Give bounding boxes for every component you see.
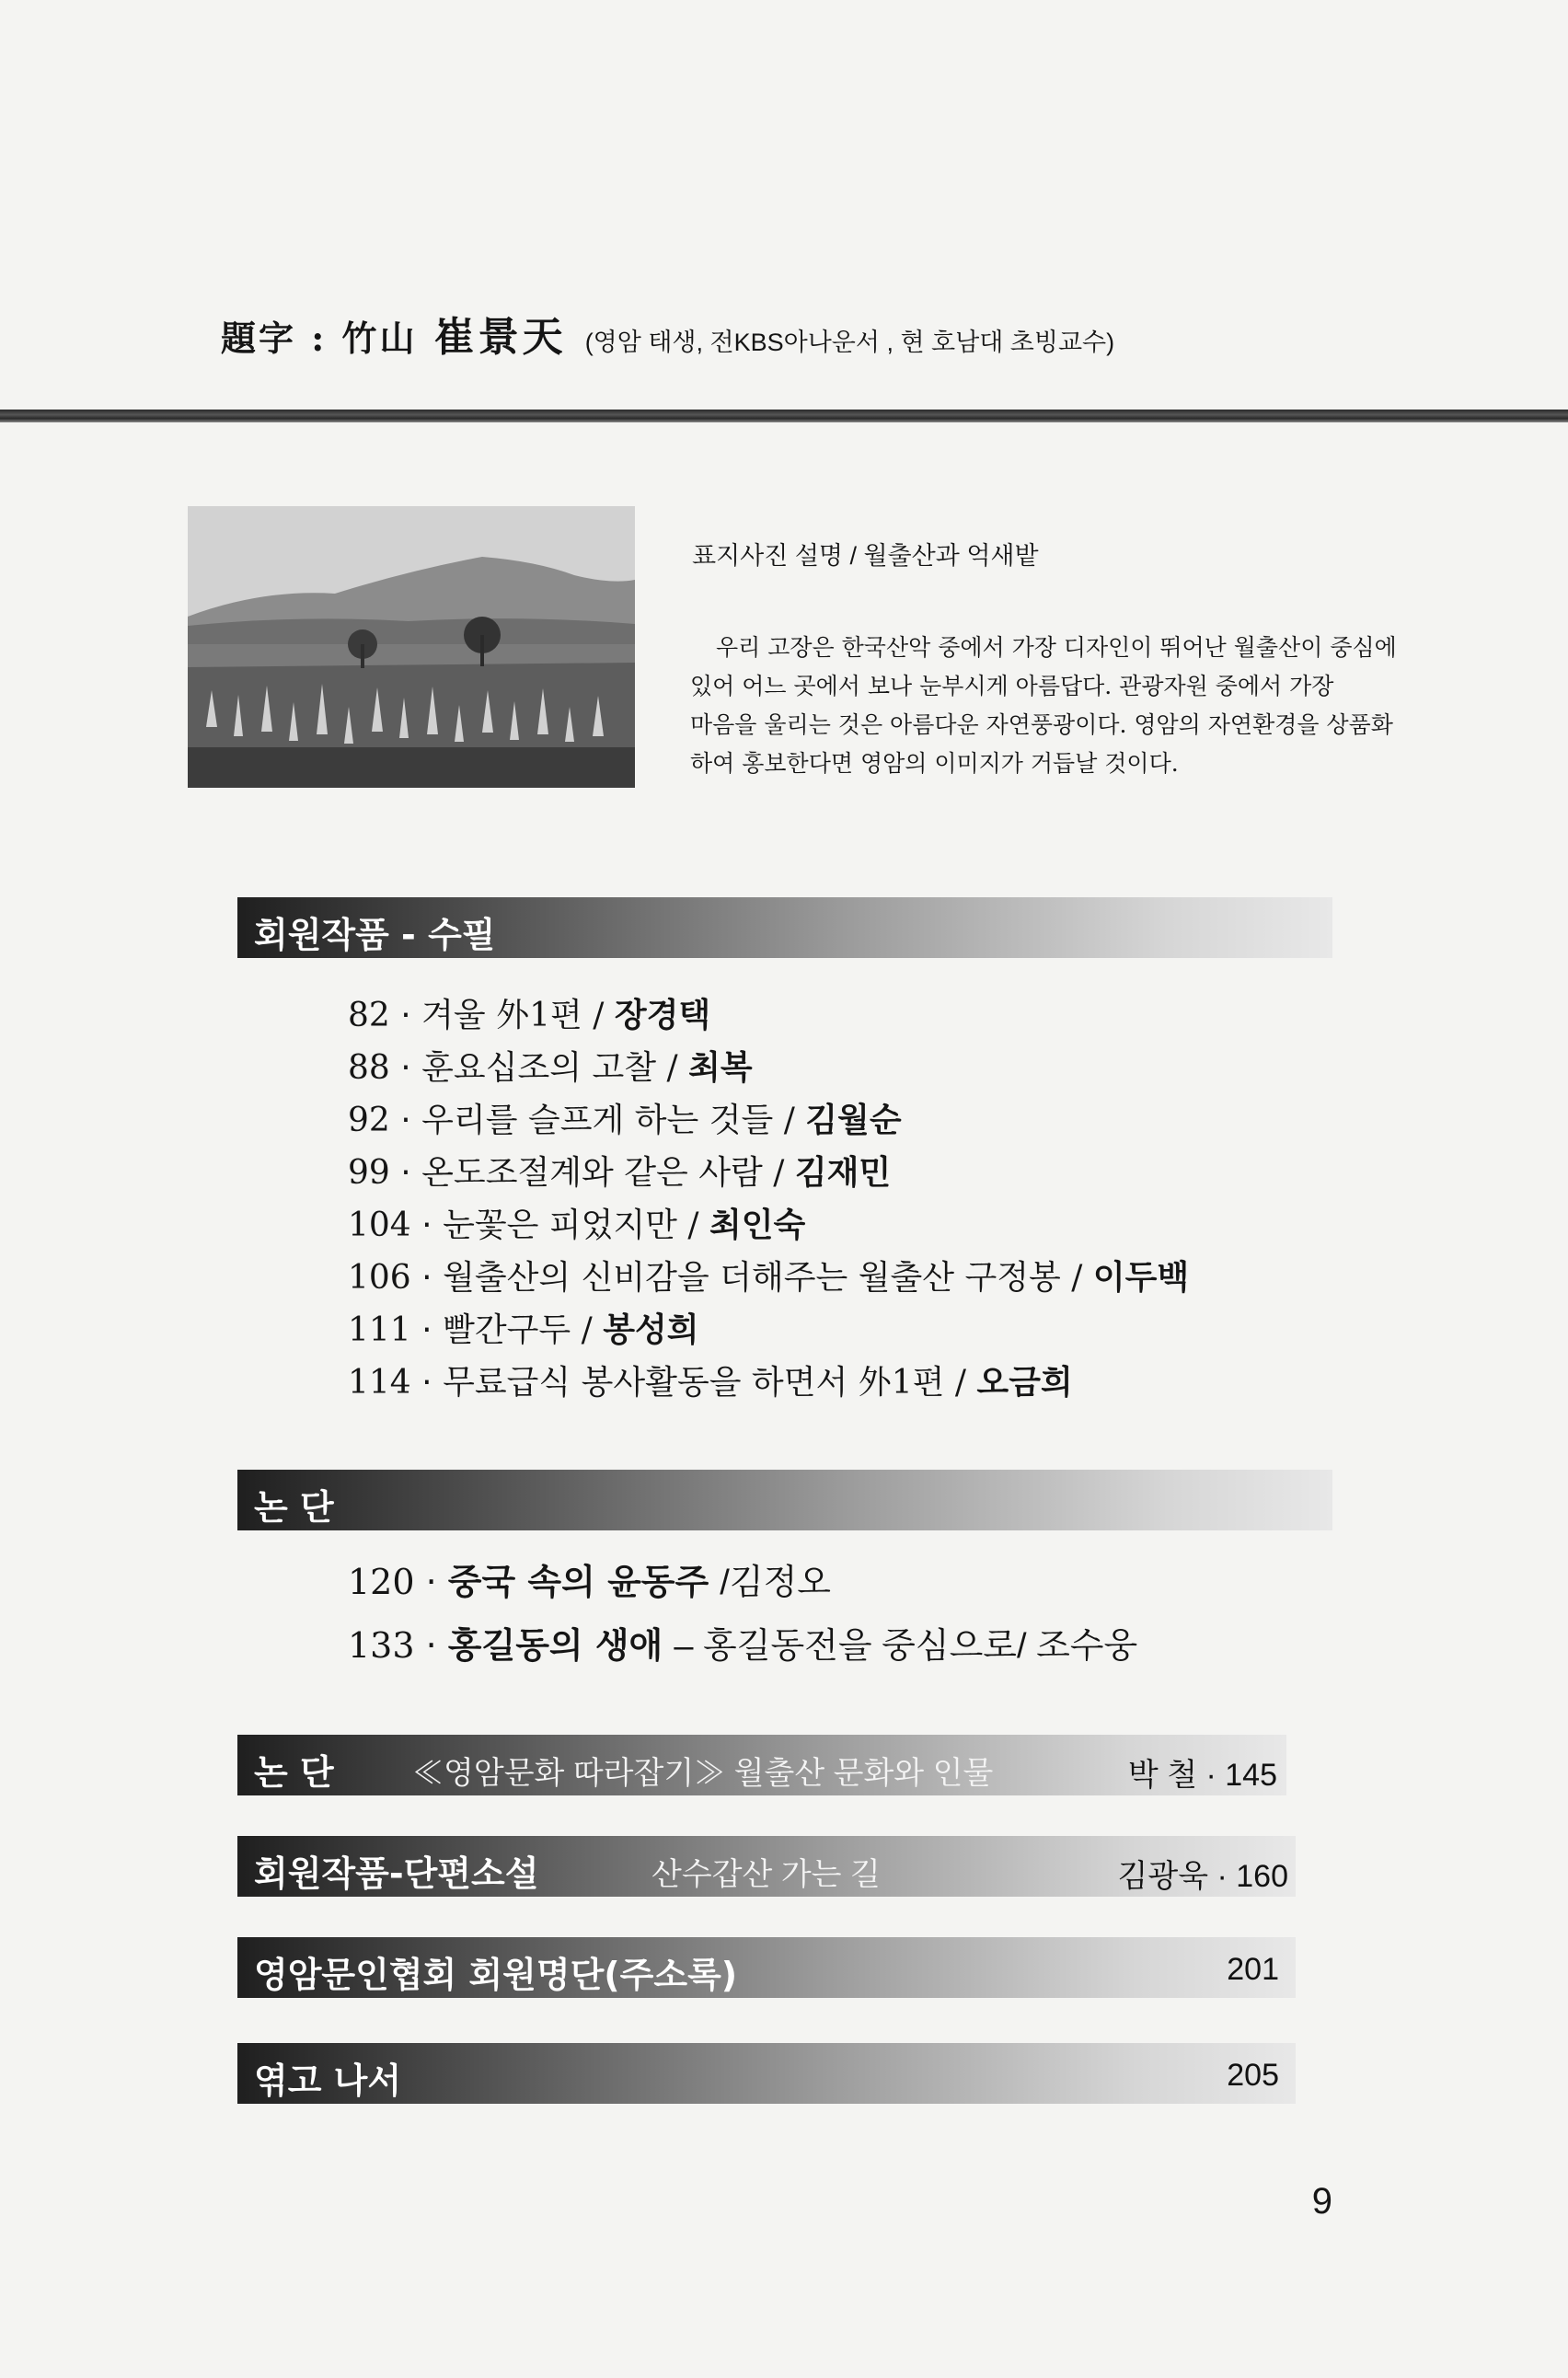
toc-title: 겨울 外1편 / — [421, 997, 605, 1034]
calligrapher-name: 崔景天 — [433, 314, 567, 361]
toc-author: 장경택 — [614, 997, 711, 1034]
cover-caption-title: 표지사진 설명 / 월출산과 억새밭 — [692, 542, 1039, 570]
section-bar-essays — [237, 897, 1332, 958]
title-calligraphy-credit — [221, 304, 1114, 363]
calligrapher-note: (영암 태생, 전KBS아나운서 , 현 호남대 초빙교수) — [584, 329, 1115, 356]
toc-page: 120 — [348, 1562, 415, 1602]
toc-title: 빨간구두 / — [443, 1311, 593, 1349]
bar-title: 산수갑산 가는 길 — [651, 1857, 881, 1892]
toc-author: 오금희 — [976, 1364, 1073, 1402]
toc-page: 88 — [348, 1049, 390, 1087]
toc-page: 99 — [348, 1154, 390, 1192]
bar-page: 201 — [1227, 1952, 1279, 1987]
bar-page: 박 철 · 145 — [1127, 1758, 1277, 1793]
toc-title: 눈꽃은 피었지만 / — [443, 1206, 699, 1244]
toc-item[interactable]: 82 · 겨울 外1편 / 장경택 — [348, 997, 711, 1034]
toc-item[interactable]: 114 · 무료급식 봉사활동을 하면서 外1편 / 오금희 — [348, 1364, 1073, 1402]
toc-author: 최복 — [688, 1049, 753, 1087]
toc-title: 우리를 슬프게 하는 것들 / — [421, 1102, 795, 1139]
toc-page: 133 — [348, 1625, 415, 1666]
cover-caption-line-2: 있어 어느 곳에서 보나 눈부시게 아름답다. 관광자원 중에서 가장 — [690, 673, 1334, 699]
toc-author: 김재민 — [794, 1154, 892, 1192]
toc-author: 봉성희 — [603, 1311, 699, 1349]
toc-item[interactable]: 88 · 훈요십조의 고찰 / 최복 — [348, 1049, 753, 1087]
toc-bar-short-story[interactable] — [237, 1836, 1296, 1897]
header-divider — [0, 410, 1568, 422]
toc-author: 최인숙 — [709, 1206, 806, 1244]
toc-title: 월출산의 신비감을 더해주는 월출산 구정봉 / — [443, 1259, 1083, 1297]
cover-caption-line-3: 마음을 울리는 것은 아름다운 자연풍광이다. 영암의 자연환경을 상품화 — [690, 711, 1393, 738]
cover-photo — [188, 506, 635, 788]
toc-page: 106 — [348, 1259, 411, 1297]
toc-title: 홍길동의 생애 — [447, 1625, 663, 1666]
page-number: 9 — [1311, 2181, 1332, 2222]
toc-title: 중국 속의 윤동주 — [447, 1562, 709, 1602]
section-label: 회원작품 - 수필 — [254, 915, 496, 955]
bar-title: ≪영암문화 따라잡기≫ 월출산 문화와 인물 — [412, 1756, 994, 1791]
toc-item[interactable]: 99 · 온도조절계와 같은 사람 / 김재민 — [348, 1154, 892, 1192]
toc-title: 온도조절계와 같은 사람 / — [421, 1154, 785, 1192]
toc-item[interactable]: 120 · 중국 속의 윤동주 /김정오 — [348, 1562, 831, 1602]
bar-page: 김광욱 · 160 — [1117, 1859, 1288, 1894]
bar-page: 205 — [1227, 2058, 1279, 2093]
toc-bar-member-directory[interactable] — [237, 1937, 1296, 1998]
toc-item[interactable]: 92 · 우리를 슬프게 하는 것들 / 김월순 — [348, 1102, 902, 1139]
toc-page: 92 — [348, 1102, 390, 1139]
bar-label: 영암문인협회 회원명단(주소록) — [254, 1955, 738, 1995]
section-label: 논 단 — [254, 1487, 334, 1528]
toc-author: /김정오 — [720, 1564, 831, 1602]
cover-caption-line-4: 하여 홍보한다면 영암의 이미지가 거듭날 것이다. — [690, 750, 1179, 777]
toc-page: 111 — [348, 1311, 411, 1349]
toc-page: 114 — [348, 1364, 411, 1402]
toc-subtitle-author: – 홍길동전을 중심으로/ 조수웅 — [674, 1627, 1138, 1666]
cover-caption-line-1: 우리 고장은 한국산악 중에서 가장 디자인이 뛰어난 월출산이 중심에 — [716, 634, 1397, 661]
cover-photo-landscape — [188, 506, 635, 788]
toc-bar-afterword[interactable] — [237, 2043, 1296, 2104]
toc-page: 104 — [348, 1206, 411, 1244]
bar-label: 회원작품-단편소설 — [254, 1853, 539, 1894]
toc-item[interactable]: 106 · 월출산의 신비감을 더해주는 월출산 구정봉 / 이두백 — [348, 1259, 1190, 1297]
title-label: 題字 : 竹山 — [221, 317, 418, 359]
toc-item[interactable]: 104 · 눈꽃은 피었지만 / 최인숙 — [348, 1206, 806, 1244]
section-bar-essays-critique — [237, 1470, 1332, 1530]
toc-author: 김월순 — [805, 1102, 902, 1139]
bar-label: 논 단 — [254, 1752, 334, 1793]
bar-label: 엮고 나서 — [254, 2061, 402, 2101]
toc-author: 이두백 — [1092, 1259, 1190, 1297]
toc-title: 훈요십조의 고찰 / — [421, 1049, 678, 1087]
toc-title: 무료급식 봉사활동을 하면서 外1편 / — [443, 1364, 966, 1402]
toc-item[interactable]: 111 · 빨간구두 / 봉성희 — [348, 1311, 699, 1349]
toc-bar-culture[interactable] — [237, 1735, 1286, 1795]
toc-item[interactable]: 133 · 홍길동의 생애 – 홍길동전을 중심으로/ 조수웅 — [348, 1625, 1138, 1666]
toc-page: 82 — [348, 997, 390, 1034]
